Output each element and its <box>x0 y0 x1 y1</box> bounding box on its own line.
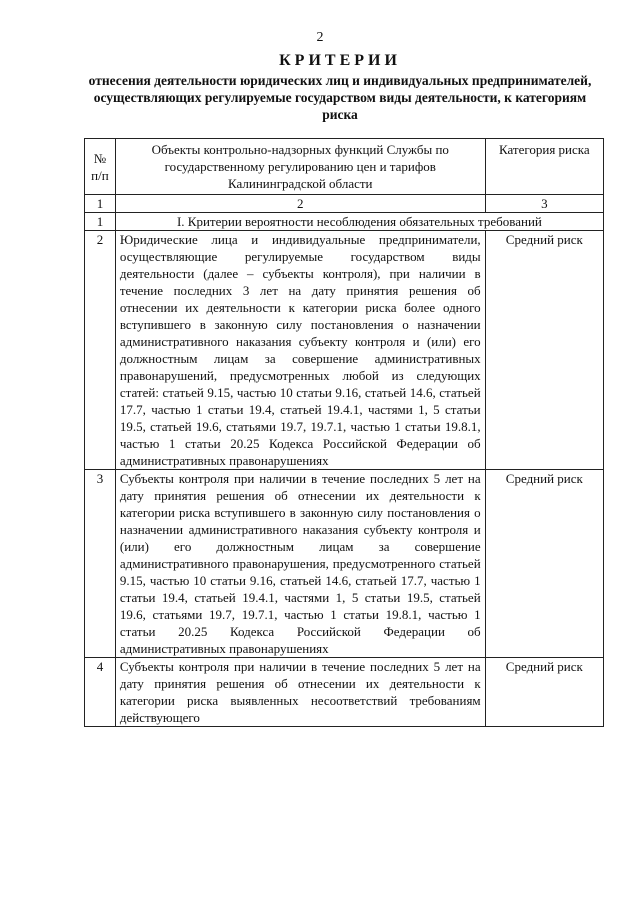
table-row <box>85 231 604 470</box>
table-row <box>85 470 604 658</box>
document-title: КРИТЕРИИ <box>279 52 401 69</box>
table-header-row <box>85 139 604 195</box>
row-criteria-text: Субъекты контроля при наличии в течение последних 5 лет на дату принятия решения об отнесении их деятельности к категории риска вступившего в законную силу постановления о назначении административного наказания субъекту контроля и (или) его должностным лицам за совершение административного правонарушения, предусмотренного статьей 9.15, частью 10 статьи 9.16, статьей 14.6, статьей 17.7, частью 1 статьи 19.4, статьей 19.4.1, частями 1, 5 статьи 19.5, статьей 19.6, статьями 19.7, 19.7.1, частью 1 статьи 19.8.1, частью 1 статьи 20.25 Кодекса Российской Федерации об административных правонарушениях <box>115 470 485 658</box>
header-risk-category: Категория риска <box>485 139 603 195</box>
row-criteria-text: Юридические лица и индивидуальные предприниматели, осуществляющие регулируемые государством виды деятельности (далее – субъекты контроля), при наличии в течение последних 3 лет на дату принятия решения об отнесении их деятельности к категории риска более одного вступившего в законную силу постановления о назначении административного наказания субъекту контроля и (или) его должностным лицам за совершение административных правонарушений, предусмотренных любой из следующих статей: статьей 9.15, частью 10 статьи 9.16, статьей 14.6, статьей 17.7, частью 1 статьи 19.4, статьей 19.4.1, частями 1, 5 статьи 19.5, статьей 19.6, статьями 19.7, 19.7.1, частью 1 статьи 19.8.1, частью 1 статьи 20.25 Кодекса Российской Федерации об административных правонарушениях <box>115 231 485 470</box>
page-number: 2 <box>316 30 324 45</box>
row-number: 4 <box>85 658 116 727</box>
row-number: 2 <box>85 231 116 470</box>
header-number: № п/п <box>85 139 116 195</box>
header-objects: Объекты контрольно-надзорных функций Службы по государственному регулированию цен и тарифов Калининградской области <box>115 139 485 195</box>
column-number: 1 <box>85 195 116 213</box>
column-number: 2 <box>115 195 485 213</box>
row-risk-category: Средний риск <box>485 470 603 658</box>
document-subtitle: отнесения деятельности юридических лиц и индивидуальных предпринимателей, осуществляющих регулируемые государством виды деятельности, к категориям риска <box>88 73 592 122</box>
section-number: 1 <box>85 213 116 231</box>
row-number: 3 <box>85 470 116 658</box>
section-row <box>85 213 604 231</box>
row-risk-category: Средний риск <box>485 231 603 470</box>
column-number: 3 <box>485 195 603 213</box>
column-number-row <box>85 195 604 213</box>
table-row <box>85 658 604 727</box>
section-title: I. Критерии вероятности несоблюдения обязательных требований <box>115 213 603 231</box>
row-risk-category: Средний риск <box>485 658 603 727</box>
criteria-table <box>84 138 604 727</box>
row-criteria-text: Субъекты контроля при наличии в течение последних 5 лет на дату принятия решения об отнесении их деятельности к категории риска выявленных несоответствий требованиям действующего <box>115 658 485 727</box>
